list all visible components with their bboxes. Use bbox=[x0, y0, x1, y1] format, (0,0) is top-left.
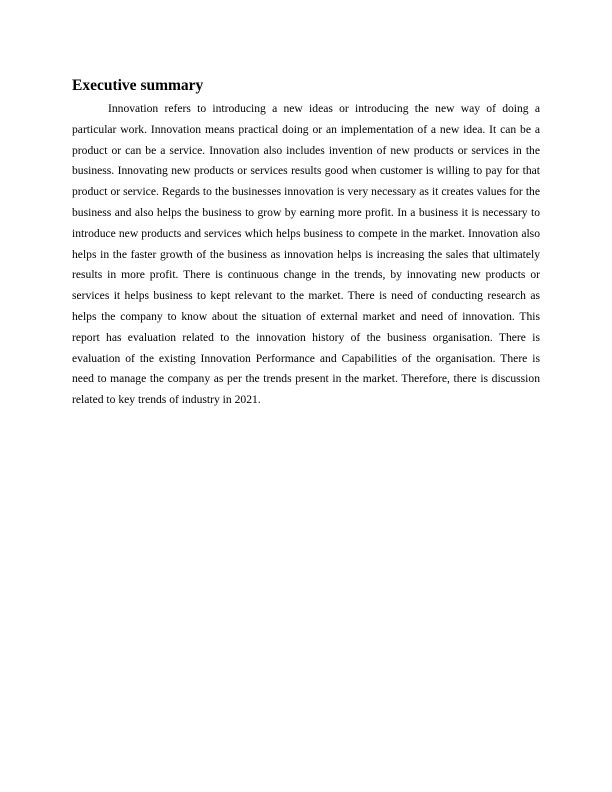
section-heading: Executive summary bbox=[72, 77, 204, 94]
summary-paragraph: Innovation refers to introducing a new ideas or introducing the new way of doing a particular work. Innovation means practical doing or an implementation of a new idea. It can be a product or can be a service. Innovation also includes invention of new products or services in the business. Innovating new products or services results good when customer is willing to pay for that product or service. Regards to the businesses innovation is very necessary as it creates values for the business and also helps the business to grow by earning more profit. In a business it is necessary to introduce new products and services which helps business to compete in the market. Innovation also helps in the faster growth of the business as innovation helps is increasing the sales that ultimately results in more profit. There is continuous change in the trends, by innovating new products or services it helps business to kept relevant to the market. There is need of conducting research as helps the company to know about the situation of external market and need of innovation. This report has evaluation related to the innovation history of the business organisation. There is evaluation of the existing Innovation Performance and Capabilities of the organisation. There is need to manage the company as per the trends present in the market. Therefore, there is discussion related to key trends of industry in 2021. bbox=[72, 102, 540, 407]
